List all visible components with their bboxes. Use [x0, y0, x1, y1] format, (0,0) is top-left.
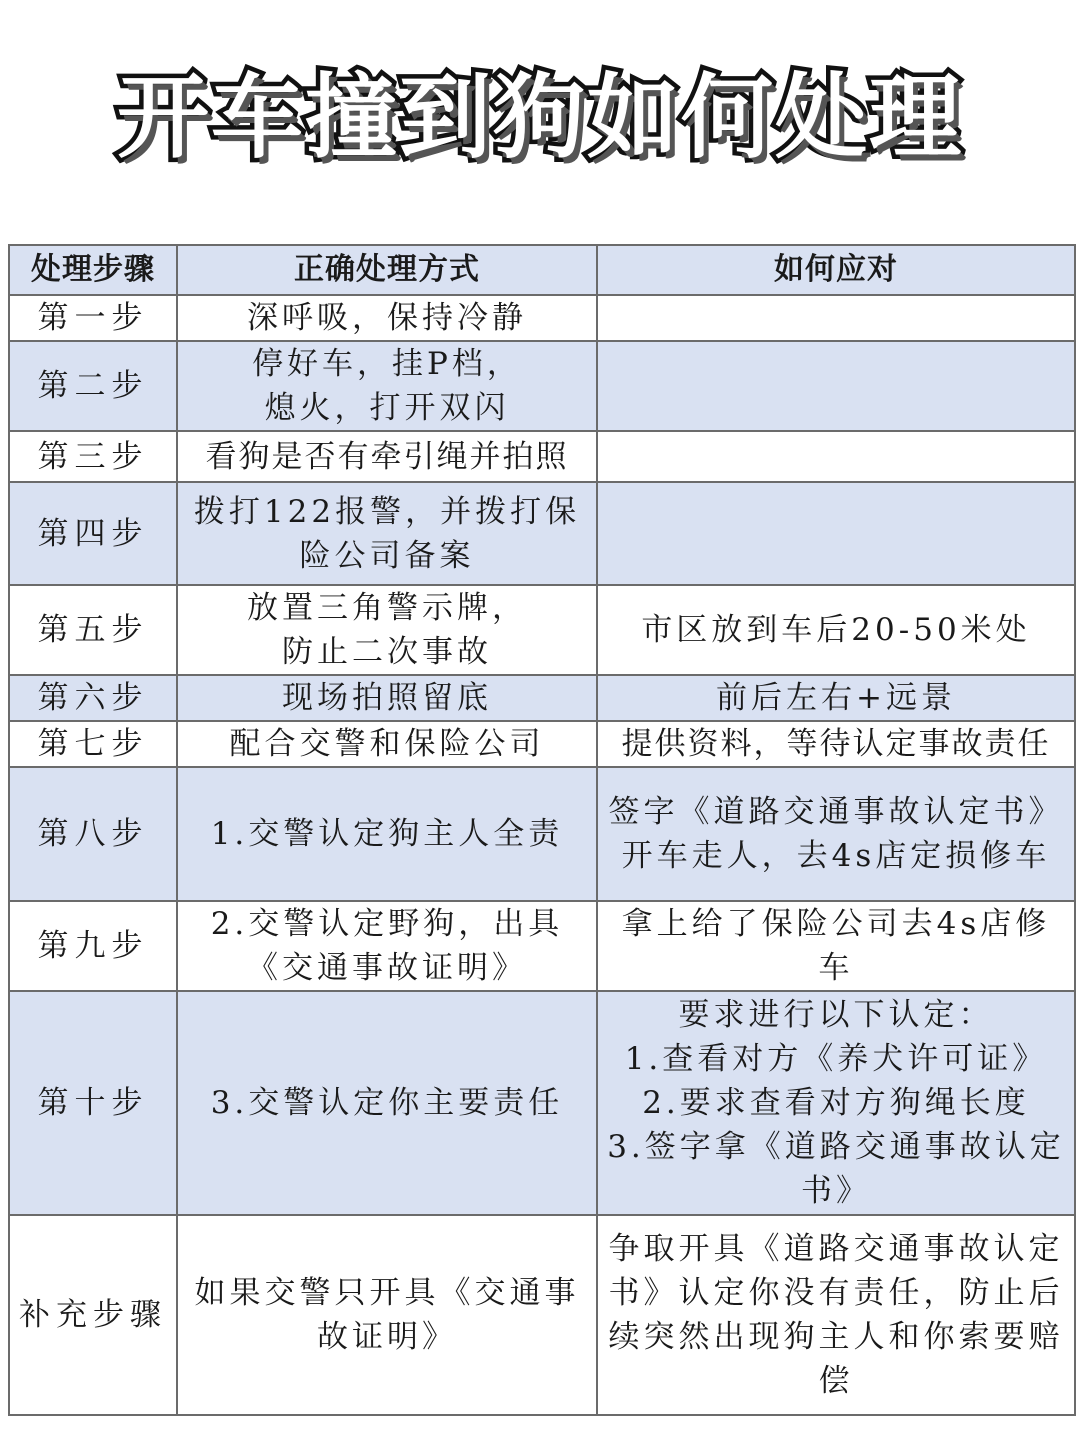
response-cell: 市区放到车后20-50米处	[597, 585, 1075, 675]
table-row	[9, 431, 1075, 482]
table-row	[9, 341, 1075, 431]
method-cell: 现场拍照留底	[177, 675, 597, 721]
table-row	[9, 767, 1075, 901]
table-row	[9, 675, 1075, 721]
response-cell: 前后左右+远景	[597, 675, 1075, 721]
method-cell: 1.交警认定狗主人全责	[177, 767, 597, 901]
step-cell: 第十步	[9, 991, 177, 1215]
method-cell: 拨打122报警，并拨打保险公司备案	[177, 482, 597, 585]
method-cell: 如果交警只开具《交通事故证明》	[177, 1215, 597, 1415]
method-cell: 配合交警和保险公司	[177, 721, 597, 767]
table-row	[9, 901, 1075, 991]
page-title: 开车撞到狗如何处理	[116, 64, 963, 171]
header-method: 正确处理方式	[177, 245, 597, 295]
step-cell: 第五步	[9, 585, 177, 675]
table-row	[9, 1215, 1075, 1415]
step-cell: 第四步	[9, 482, 177, 585]
header-step: 处理步骤	[9, 245, 177, 295]
header-response: 如何应对	[597, 245, 1075, 295]
table-row	[9, 295, 1075, 341]
step-cell: 第三步	[9, 431, 177, 482]
method-cell: 深呼吸，保持冷静	[177, 295, 597, 341]
method-cell: 看狗是否有牵引绳并拍照	[177, 431, 597, 482]
response-cell: 争取开具《道路交通事故认定书》认定你没有责任，防止后续突然出现狗主人和你索要赔偿	[597, 1215, 1075, 1415]
response-cell: 提供资料，等待认定事故责任	[597, 721, 1075, 767]
step-cell: 补充步骤	[9, 1215, 177, 1415]
method-cell: 停好车，挂P档， 熄火，打开双闪	[177, 341, 597, 431]
step-cell: 第六步	[9, 675, 177, 721]
step-cell: 第一步	[9, 295, 177, 341]
step-cell: 第八步	[9, 767, 177, 901]
response-cell	[597, 431, 1075, 482]
step-cell: 第九步	[9, 901, 177, 991]
response-cell: 拿上给了保险公司去4s店修车	[597, 901, 1075, 991]
method-cell: 2.交警认定野狗，出具《交通事故证明》	[177, 901, 597, 991]
response-cell: 签字《道路交通事故认定书》开车走人，去4s店定损修车	[597, 767, 1075, 901]
table-row	[9, 482, 1075, 585]
response-cell	[597, 482, 1075, 585]
table-row	[9, 585, 1075, 675]
method-cell: 放置三角警示牌， 防止二次事故	[177, 585, 597, 675]
response-cell	[597, 341, 1075, 431]
response-cell: 要求进行以下认定： 1.查看对方《养犬许可证》 2.要求查看对方狗绳长度 3.签字拿《道路交通事故认定书》	[597, 991, 1075, 1215]
method-cell: 3.交警认定你主要责任	[177, 991, 597, 1215]
step-cell: 第二步	[9, 341, 177, 431]
table-row	[9, 721, 1075, 767]
table-row	[9, 991, 1075, 1215]
steps-table	[8, 244, 1076, 1416]
response-cell	[597, 295, 1075, 341]
step-cell: 第七步	[9, 721, 177, 767]
table-header-row	[9, 245, 1075, 295]
